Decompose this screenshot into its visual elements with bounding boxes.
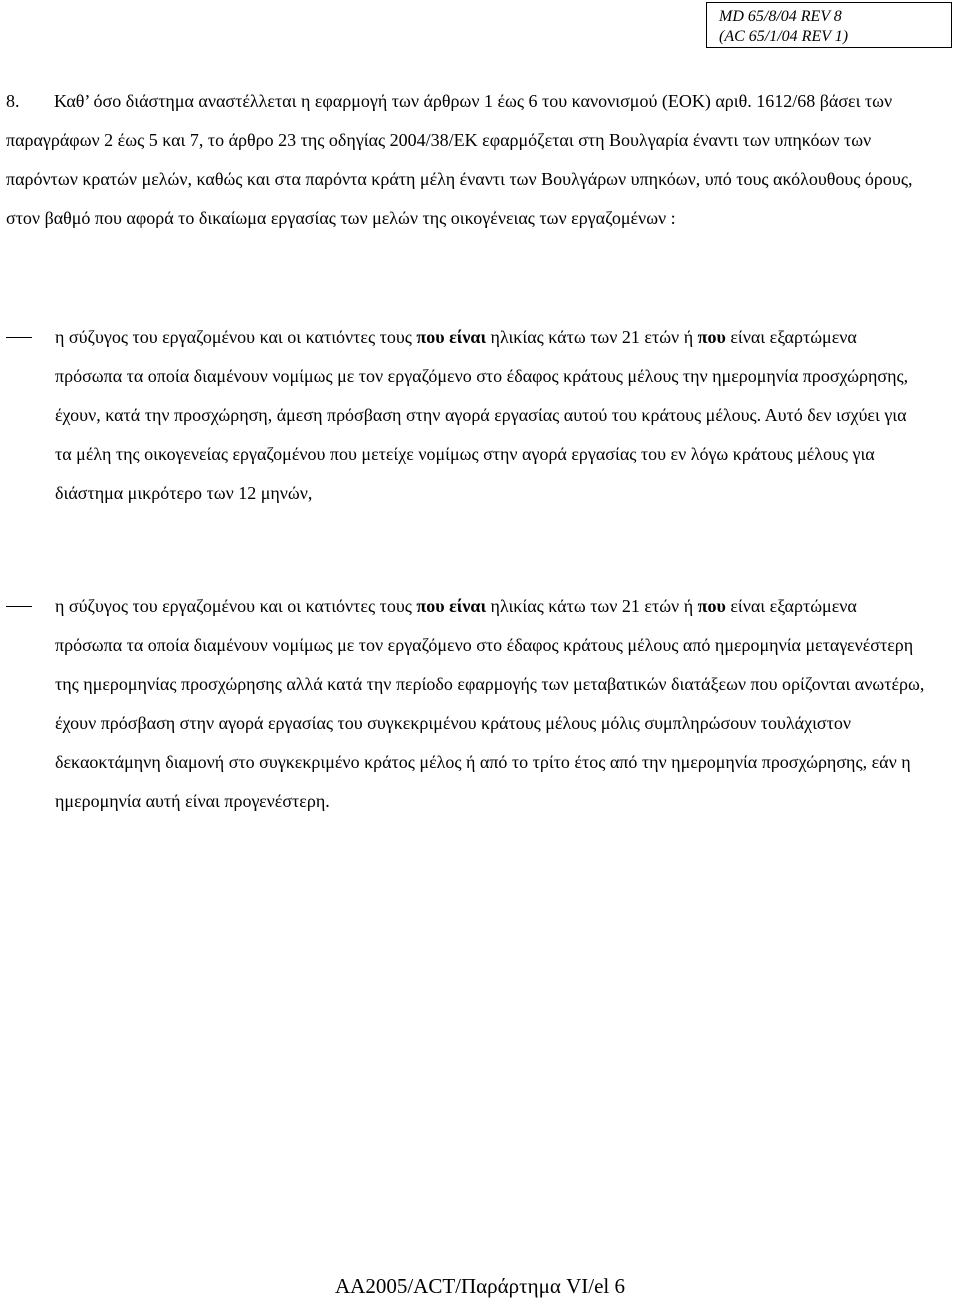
bold-run: που είναι — [416, 327, 487, 347]
text-run: είναι εξαρτώμενα πρόσωπα τα οποία διαμένουν νομίμως με τον εργαζόμενο στο έδαφος κράτους μέλους από ημερομηνία μεταγενέστερη της ημερομηνίας προσχώρησης αλλά κατά την περίοδο εφαρμογής των μεταβατικών διατάξεων που ορίζονται ανωτέρω, έχουν πρόσβαση στην αγορά εργασίας του συγκεκριμένου κράτους μέλους μόλις συμπληρώσουν τουλάχιστον δεκαοκτάμηνη διαμονή στο συγκεκριμένο κράτος μέλος ή από το τρίτο έτος από την ημερομηνία προσχώρησης, εάν η ημερομηνία αυτή είναι προγενέστερη. — [55, 596, 925, 811]
document-reference-box — [706, 2, 952, 48]
text-run: ηλικίας κάτω των 21 ετών ή — [486, 327, 698, 347]
reference-line-1: MD 65/8/04 REV 8 — [719, 8, 842, 25]
text-run: ηλικίας κάτω των 21 ετών ή — [486, 596, 698, 616]
dash-bullet — [6, 606, 32, 607]
list-item-text — [55, 587, 926, 821]
list-item — [6, 318, 926, 513]
text-run: είναι εξαρτώμενα πρόσωπα τα οποία διαμένουν νομίμως με τον εργαζόμενο στο έδαφος κράτους μέλους την ημερομηνία προσχώρησης, έχουν, κατά την προσχώρηση, άμεση πρόσβαση στην αγορά εργασίας αυτού του κράτους μέλους. Αυτό δεν ισχύει για τα μέλη της οικογενείας εργαζομένου που μετείχε νομίμως στην αγορά εργασίας του εν λόγω κράτους μέλους για διάστημα μικρότερο των 12 μηνών, — [55, 327, 909, 503]
paragraph-number: 8. — [6, 91, 20, 111]
text-run: η σύζυγος του εργαζομένου και οι κατιόντες τους — [55, 596, 417, 616]
paragraph-8 — [6, 82, 926, 238]
list-item — [6, 587, 926, 821]
reference-line-2: (AC 65/1/04 REV 1) — [719, 28, 849, 45]
paragraph-text: Καθ’ όσο διάστημα αναστέλλεται η εφαρμογή των άρθρων 1 έως 6 του κανονισμού (ΕΟΚ) αριθ. 1612/68 βάσει των παραγράφων 2 έως 5 και 7, το άρθρο 23 της οδηγίας 2004/38/ΕΚ εφαρμόζεται στη Βουλγαρία έναντι των υπηκόων των παρόντων κρατών μελών, καθώς και στα παρόντα κράτη μέλη έναντι των Βουλγάρων υπηκόων, υπό τους ακόλουθους όρους, στον βαθμό που αφορά το δικαίωμα εργασίας των μελών της οικογένειας των εργαζομένων : — [6, 91, 913, 228]
bold-run: που — [697, 327, 726, 347]
bold-run: που είναι — [416, 596, 487, 616]
text-run: η σύζυγος του εργαζομένου και οι κατιόντες τους — [55, 327, 417, 347]
page-footer: AA2005/ACT/Παράρτημα VI/el 6 — [335, 1274, 625, 1298]
list-item-text — [55, 318, 926, 513]
dash-bullet — [6, 337, 32, 338]
bold-run: που — [697, 596, 726, 616]
